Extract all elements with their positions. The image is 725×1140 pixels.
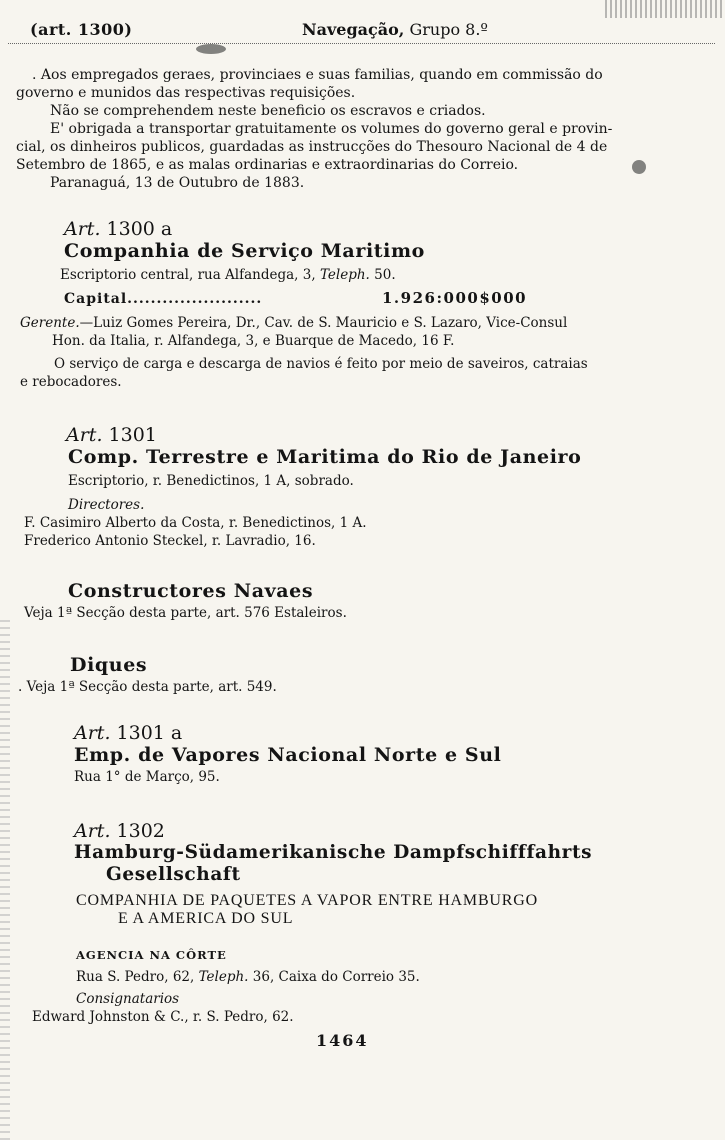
company-subtitle-line-1: COMPANHIA DE PAQUETES A VAPOR ENTRE HAMBURGO [76,892,538,909]
section-title-constructores: Constructores Navaes [68,580,314,602]
gerente-line-2: Hon. da Italia, r. Alfandega, 3, e Buarque de Macedo, 16 F. [52,333,455,349]
article-1300a-number: Art. 1300 a [64,218,173,240]
header-rule [8,43,715,44]
company-title-hamburg-line-2: Gesellschaft [106,864,241,885]
servico-line-1: O serviço de carga e descarga de navios é feito por meio de saveiros, catraias [54,356,588,372]
company-office: Escriptorio, r. Benedictinos, 1 A, sobrado. [68,473,354,489]
agencia-address: Rua S. Pedro, 62, Teleph. 36, Caixa do Correio 35. [76,969,420,985]
ink-smudge [632,160,646,174]
agencia-label: AGENCIA NA CÔRTE [76,948,227,962]
servico-line-2: e rebocadores. [20,374,122,390]
company-title-vapores-nacional: Emp. de Vapores Nacional Norte e Sul [74,744,502,766]
article-1302-number: Art. 1302 [74,820,165,842]
director-2: Frederico Antonio Steckel, r. Lavradio, 16. [24,533,316,549]
page-edge-noise-left [0,620,10,1140]
company-office: Escriptorio central, rua Alfandega, 3, Teleph. 50. [60,267,396,283]
intro-line-1: . Aos empregados geraes, provinciaes e suas familias, quando em commissão do [32,67,603,83]
intro-line-7: Paranaguá, 13 de Outubro de 1883. [50,175,305,191]
director-1: F. Casimiro Alberto da Costa, r. Benedictinos, 1 A. [24,515,367,531]
section-title-diques: Diques [70,654,148,676]
consignatarios-value: Edward Johnston & C., r. S. Pedro, 62. [32,1009,294,1025]
capital-label: Capital....................... [64,291,263,307]
intro-line-3: Não se comprehendem neste beneficio os escravos e criados. [50,103,486,119]
article-1301-number: Art. 1301 [66,424,157,446]
directores-label: Directores. [68,497,145,513]
company-subtitle-line-2: E A AMERICA DO SUL [118,910,294,927]
running-header [30,20,689,42]
page-number: 1464 [316,1031,369,1050]
company-address: Rua 1° de Março, 95. [74,769,220,785]
company-title-hamburg-line-1: Hamburg-Südamerikanische Dampfschifffahrts [74,842,593,863]
article-1301a-number: Art. 1301 a [74,722,183,744]
ink-smudge [196,44,226,54]
consignatarios-label: Consignatarios [76,991,180,1007]
intro-line-2: governo e munidos das respectivas requisições. [16,85,356,101]
intro-line-4: E' obrigada a transportar gratuitamente os volumes do governo geral e provin- [50,121,613,137]
constructores-ref: Veja 1ª Secção desta parte, art. 576 Estaleiros. [24,605,347,621]
diques-ref: . Veja 1ª Secção desta parte, art. 549. [18,679,277,695]
capital-value: 1.926:000$000 [382,289,528,307]
intro-line-5: cial, os dinheiros publicos, guardadas as instrucções do Thesouro Nacional de 4 de [16,139,608,155]
header-section-title: Navegação, Grupo 8.º [302,20,488,39]
header-article-ref: (art. 1300) [30,20,133,39]
intro-line-6: Setembro de 1865, e as malas ordinarias e extraordinarias do Correio. [16,157,519,173]
company-title-servico-maritimo: Companhia de Serviço Maritimo [64,240,425,262]
gerente-line-1: Gerente.—Luiz Gomes Pereira, Dr., Cav. de S. Mauricio e S. Lazaro, Vice-Consul [20,315,568,331]
company-title-terrestre-maritima: Comp. Terrestre e Maritima do Rio de Janeiro [68,446,582,468]
page-edge-noise [605,0,725,18]
